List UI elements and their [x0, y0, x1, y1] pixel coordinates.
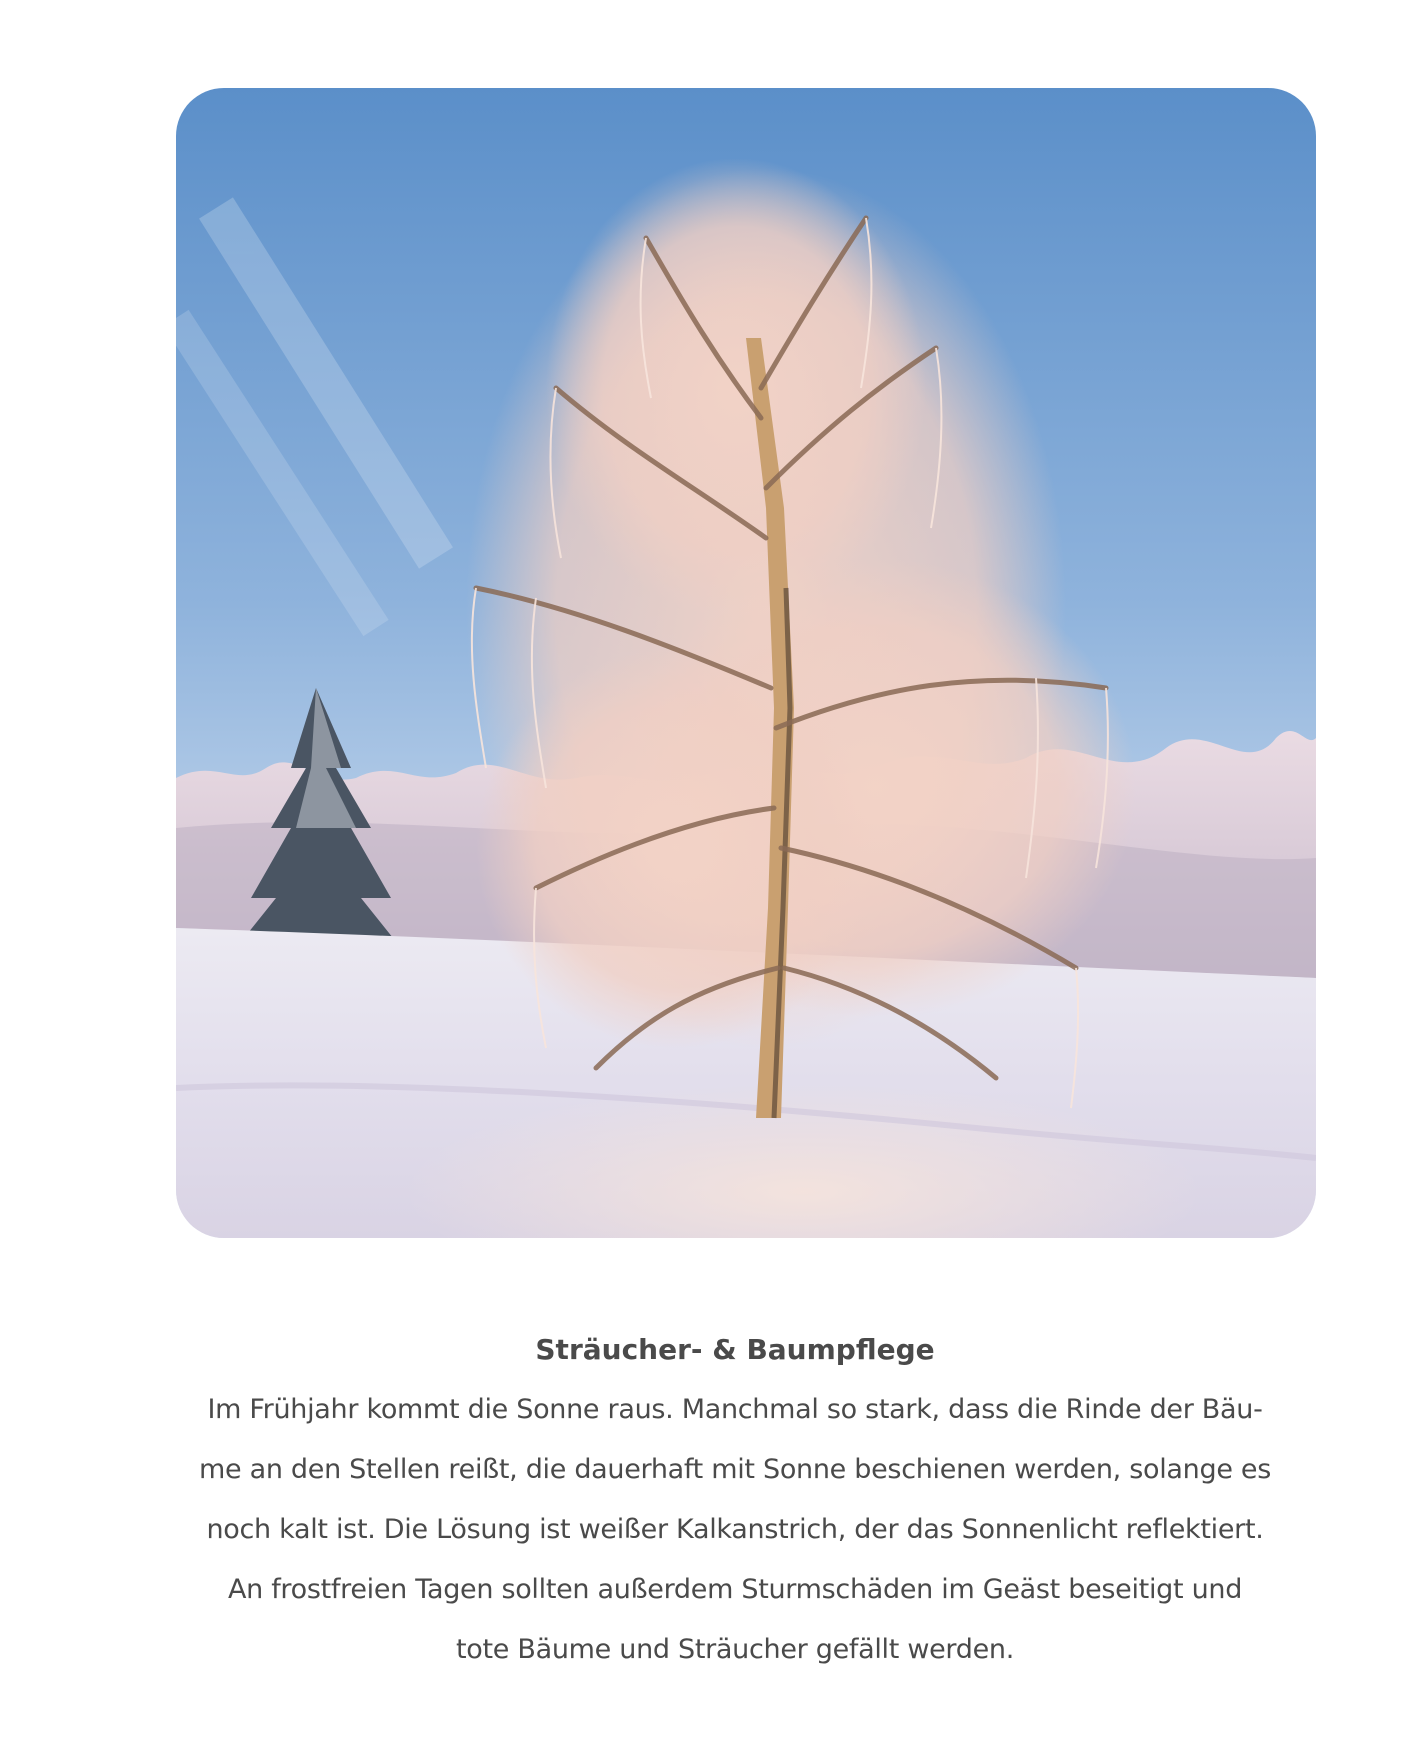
caption-line-5: tote Bäume und Sträucher gefällt werden. — [456, 1634, 1014, 1665]
caption-line-4: An frostfreien Tagen sollten außerdem Sturmschäden im Geäst beseitigt und — [227, 1574, 1243, 1605]
caption-line-3: noch kalt ist. Die Lösung ist weißer Kalkanstrich, der das Sonnenlicht reflektiert. — [206, 1514, 1264, 1545]
winter-tree-illustration — [176, 88, 1316, 1238]
winter-tree-photo — [176, 88, 1316, 1238]
caption-line-1: Im Frühjahr kommt die Sonne raus. Manchmal so stark, dass die Rinde der Bäu- — [207, 1394, 1263, 1425]
caption — [160, 1320, 1310, 1680]
caption-title: Sträucher- & Baumpflege — [535, 1333, 935, 1366]
caption-line-2: me an den Stellen reißt, die dauerhaft mit Sonne beschienen werden, solange es — [199, 1454, 1271, 1485]
